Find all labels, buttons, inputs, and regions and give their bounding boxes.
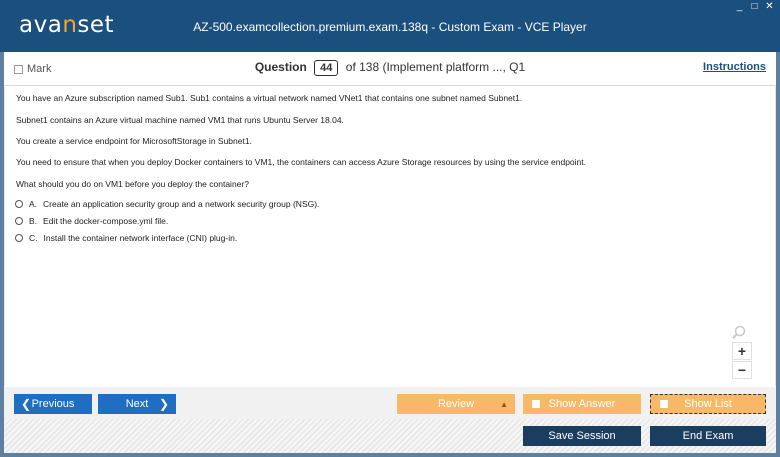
previous-label: Previous <box>31 398 75 410</box>
triangle-up-icon: ▲ <box>500 399 508 409</box>
radio-icon[interactable] <box>15 200 23 208</box>
question-paragraph: Subnet1 contains an Azure virtual machine named VM1 that runs Ubuntu Server 18.04. <box>16 115 344 125</box>
zoom-in-button[interactable]: + <box>732 342 752 360</box>
answer-option-a[interactable] <box>15 199 319 209</box>
show-answer-button[interactable] <box>523 394 641 414</box>
question-paragraph: You create a service endpoint for MicrosoftStorage in Subnet1. <box>16 136 252 146</box>
instructions-link[interactable]: Instructions <box>703 61 766 73</box>
save-session-button[interactable]: Save Session <box>523 426 641 446</box>
chevron-left-icon: ❮ <box>21 397 32 411</box>
option-text: Install the container network interface (CNI) plug-in. <box>43 233 238 243</box>
zoom-search-icon <box>732 325 746 342</box>
window-frame-right <box>776 52 780 457</box>
next-button[interactable] <box>98 394 176 414</box>
previous-button[interactable] <box>14 394 92 414</box>
question-number[interactable]: 44 <box>314 60 338 76</box>
navigation-bar <box>4 387 776 419</box>
radio-icon[interactable] <box>15 234 23 242</box>
question-indicator <box>4 60 776 76</box>
checkbox-icon <box>532 400 540 408</box>
logo-prefix: ava <box>19 12 63 38</box>
question-paragraph: You have an Azure subscription named Sub1. Sub1 contains a virtual network named VNet1 that contains one subnet named Subnet1. <box>16 93 523 103</box>
option-letter: C. <box>29 233 38 243</box>
question-paragraph: You need to ensure that when you deploy Docker containers to VM1, the containers can access Azure Storage resources by using the service endpoint. <box>16 157 586 167</box>
window-controls <box>735 2 774 12</box>
question-content <box>4 87 776 386</box>
close-icon[interactable]: ✕ <box>765 1 774 12</box>
option-letter: A. <box>29 199 38 209</box>
option-text: Edit the docker-compose.yml file. <box>43 216 169 226</box>
logo-suffix: set <box>77 12 115 38</box>
show-list-label: Show List <box>684 398 732 410</box>
question-of: of 138 (Implement platform ..., Q1 <box>345 60 526 74</box>
chevron-right-icon: ❯ <box>158 397 169 411</box>
checkbox-icon <box>660 400 668 408</box>
show-answer-label: Show Answer <box>548 398 616 410</box>
question-label: Question <box>254 60 307 74</box>
option-text: Create an application security group and a network security group (NSG). <box>43 199 320 209</box>
next-label: Next <box>125 398 149 410</box>
review-label: Review <box>437 398 475 410</box>
end-exam-button[interactable]: End Exam <box>650 426 766 446</box>
review-button[interactable] <box>397 394 515 414</box>
option-letter: B. <box>29 216 38 226</box>
show-list-button[interactable] <box>650 394 766 414</box>
zoom-out-button[interactable]: − <box>732 361 752 379</box>
maximize-icon[interactable]: □ <box>751 1 758 12</box>
question-paragraph: What should you do on VM1 before you deploy the container? <box>16 179 249 189</box>
window-title: AZ-500.examcollection.premium.exam.138q - Custom Exam - VCE Player <box>193 20 587 34</box>
radio-icon[interactable] <box>15 217 23 225</box>
footer-bar <box>4 419 776 453</box>
title-bar <box>0 0 780 52</box>
question-header <box>4 52 776 86</box>
minimize-icon[interactable]: _ <box>736 1 743 12</box>
mark-label: Mark <box>27 63 52 75</box>
answer-option-c[interactable] <box>15 233 237 243</box>
answer-option-b[interactable] <box>15 216 168 226</box>
logo-accent: n <box>62 12 78 38</box>
window-frame-bottom <box>0 453 780 457</box>
